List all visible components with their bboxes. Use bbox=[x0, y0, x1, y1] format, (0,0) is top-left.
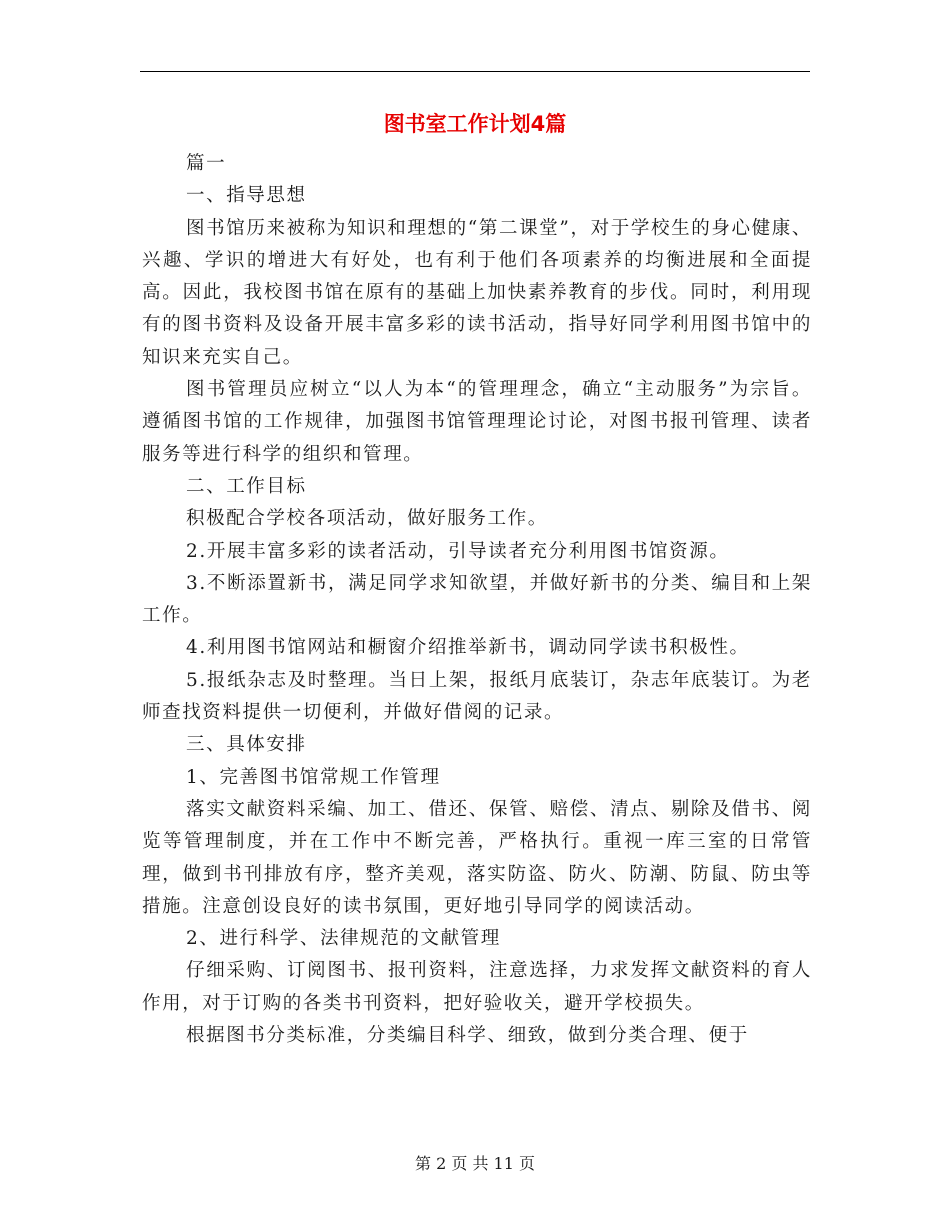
page-footer: 第 2 页 共 11 页 bbox=[415, 1154, 535, 1173]
paragraph: 仔细采购、订阅图书、报刊资料，注意选择，力求发挥文献资料的育人作用，对于订购的各类书刊资料，把好验收关，避开学校损失。 bbox=[142, 960, 812, 1014]
paragraph: 2、进行科学、法律规范的文献管理 bbox=[186, 928, 501, 950]
paragraph: 二、工作目标 bbox=[186, 475, 307, 497]
paragraph: 图书馆历来被称为知识和理想的“第二课堂”，对于学校生的身心健康、兴趣、学识的增进大有好处，也有利于他们各项素养的均衡进展和全面提高。因此，我校图书馆在原有的基础上加快素养教育的步伐。同时，利用现有的图书资料及设备开展丰富多彩的读书活动，指导好同学利用图书馆中的知识来充实自己。 bbox=[142, 217, 812, 368]
paragraph: 5.报纸杂志及时整理。当日上架，报纸月底装订，杂志年底装订。为老师查找资料提供一切便利，并做好借阅的记录。 bbox=[142, 669, 812, 724]
paragraph: 图书管理员应树立“以人为本“的管理理念，确立“主动服务”为宗旨。遵循图书馆的工作规律，加强图书馆管理理论讨论，对图书报刊管理、读者服务等进行科学的组织和管理。 bbox=[142, 379, 812, 465]
paragraph: 一、指导思想 bbox=[186, 185, 307, 207]
paragraph: 篇一 bbox=[186, 153, 227, 174]
paragraph: 根据图书分类标准，分类编目科学、细致，做到分类合理、便于 bbox=[186, 1025, 749, 1047]
paragraph: 1、完善图书馆常规工作管理 bbox=[186, 766, 441, 788]
document-body bbox=[142, 148, 812, 1052]
paragraph: 2.开展丰富多彩的读者活动，引导读者充分利用图书馆资源。 bbox=[186, 540, 730, 562]
paragraph: 积极配合学校各项活动，做好服务工作。 bbox=[186, 508, 548, 530]
document-title: 图书室工作计划4篇 bbox=[383, 112, 567, 136]
paragraph: 4.利用图书馆网站和橱窗介绍推举新书，调动同学读书积极性。 bbox=[186, 637, 750, 659]
paragraph: 落实文献资料采编、加工、借还、保管、赔偿、清点、剔除及借书、阅览等管理制度，并在工作中不断完善，严格执行。重视一库三室的日常管理，做到书刊排放有序，整齐美观，落实防盗、防火、防潮、防鼠、防虫等措施。注意创设良好的读书氛围，更好地引导同学的阅读活动。 bbox=[142, 798, 812, 917]
paragraph: 三、具体安排 bbox=[186, 734, 307, 756]
paragraph: 3.不断添置新书，满足同学求知欲望，并做好新书的分类、编目和上架工作。 bbox=[142, 572, 812, 627]
header-rule bbox=[140, 71, 810, 72]
